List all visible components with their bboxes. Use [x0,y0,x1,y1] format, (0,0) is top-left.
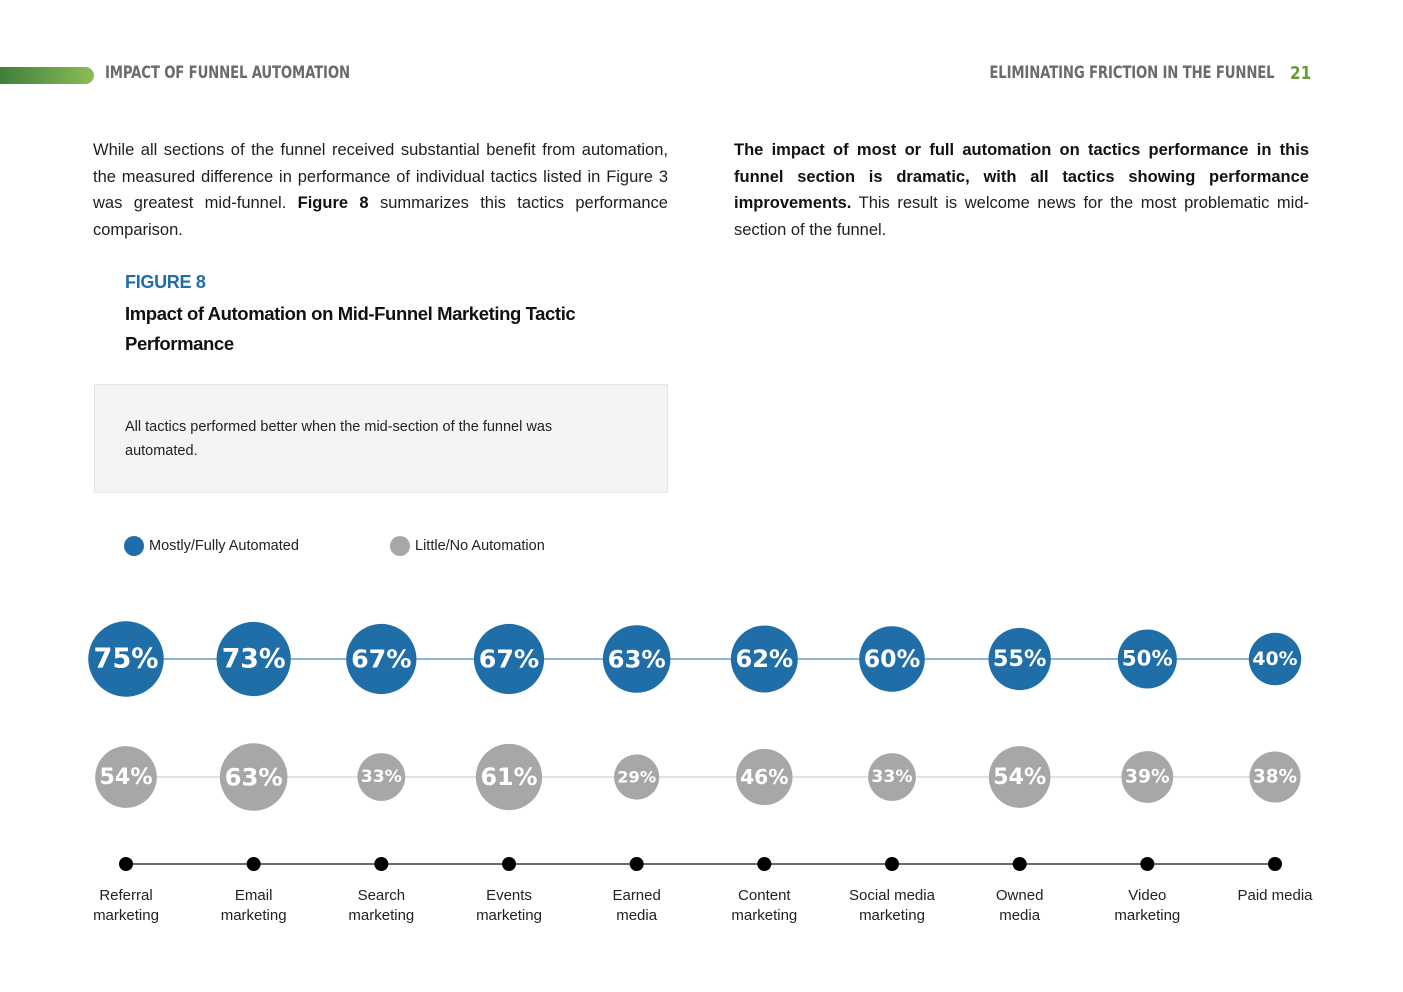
value-label-little-5: 46% [740,765,789,789]
category-label-6-line-1: marketing [859,907,925,924]
category-label-1 [194,886,314,926]
value-label-little-1: 63% [224,762,283,792]
category-label-4 [577,886,697,926]
category-label-7-line-0: Owned [995,887,1044,904]
value-label-little-6: 33% [871,767,913,787]
impact-bold-text: The impact of most or full automation on tactics performance in this funnel section is dramatic, with all tactics showing performance improvements. [734,141,1309,213]
category-label-8 [1087,886,1207,926]
category-label-0 [66,886,186,926]
value-label-automated-2: 67% [351,644,412,674]
figure-title: Impact of Automation on Mid-Funnel Marketing Tactic Performance [125,303,576,354]
page-number: 21 [1290,63,1312,84]
category-label-3-line-1: marketing [476,907,542,924]
axis-dot-8 [1140,857,1154,871]
callout-text: All tactics performed better when the mid-section of the funnel was automated. [125,419,553,459]
legend-little-label: Little/No Automation [415,538,545,554]
category-label-2-line-1: marketing [348,907,415,924]
category-label-0-line-1: marketing [93,907,159,924]
category-label-1-line-0: Email [234,887,273,904]
value-label-automated-1: 73% [221,643,286,675]
section-title: IMPACT OF FUNNEL AUTOMATION [105,63,350,83]
value-label-automated-4: 63% [607,644,666,674]
value-label-little-2: 33% [360,767,402,787]
value-label-little-9: 38% [1253,766,1297,788]
value-label-automated-8: 50% [1121,646,1173,672]
value-label-little-4: 29% [617,767,657,787]
value-label-automated-9: 40% [1252,648,1298,670]
category-label-5 [704,886,824,926]
value-label-automated-5: 62% [735,645,794,673]
value-label-automated-6: 60% [863,645,921,673]
value-label-automated-7: 55% [992,646,1047,672]
value-label-automated-3: 67% [478,644,540,674]
intro-text-1: While all sections of the funnel received substantial benefit from automation, the measured difference in performance of individual tactics listed in Figure 3 was greatest mid-funnel. [93,141,668,213]
impact-text: This result is welcome news for the most problematic mid-section of the funnel. [734,194,1309,240]
category-label-2 [321,886,441,926]
axis-dot-5 [757,857,771,871]
value-label-automated-0: 75% [93,643,159,675]
category-label-4-line-1: media [616,907,658,924]
category-label-1-line-1: marketing [220,907,287,924]
intro-text-2: summarizes this tactics performance comparison. [93,194,668,240]
category-label-0-line-0: Referral [99,887,153,904]
category-label-3-line-0: Events [486,887,532,904]
category-label-4-line-0: Earned [612,887,661,904]
axis-dot-3 [502,857,516,871]
category-label-7 [960,886,1080,926]
value-label-little-0: 54% [99,764,153,790]
axis-dot-7 [1013,857,1027,871]
axis-dot-2 [374,857,388,871]
category-label-8-line-1: marketing [1114,907,1181,924]
axis-dot-1 [247,857,261,871]
category-label-7-line-1: media [999,907,1041,924]
category-label-9 [1215,886,1335,906]
axis-dot-6 [885,857,899,871]
category-label-2-line-0: Search [357,887,406,904]
value-label-little-8: 39% [1125,766,1170,788]
legend-automated-label: Mostly/Fully Automated [149,538,299,554]
category-label-6 [832,886,952,926]
chapter-title: ELIMINATING FRICTION IN THE FUNNEL [988,63,1274,83]
category-label-5-line-1: marketing [731,907,798,924]
category-label-5-line-0: Content [738,887,791,904]
value-label-little-7: 54% [993,764,1047,790]
category-label-3 [449,886,569,926]
category-label-6-line-0: Social media [849,887,935,904]
value-label-little-3: 61% [480,763,538,791]
category-label-9-line-0: Paid media [1237,887,1313,904]
axis-dot-4 [630,857,644,871]
figure-label: FIGURE 8 [125,272,206,292]
axis-dot-9 [1268,857,1282,871]
axis-dot-0 [119,857,133,871]
intro-figure-ref: Figure 8 [297,194,369,213]
category-label-8-line-0: Video [1128,887,1167,904]
